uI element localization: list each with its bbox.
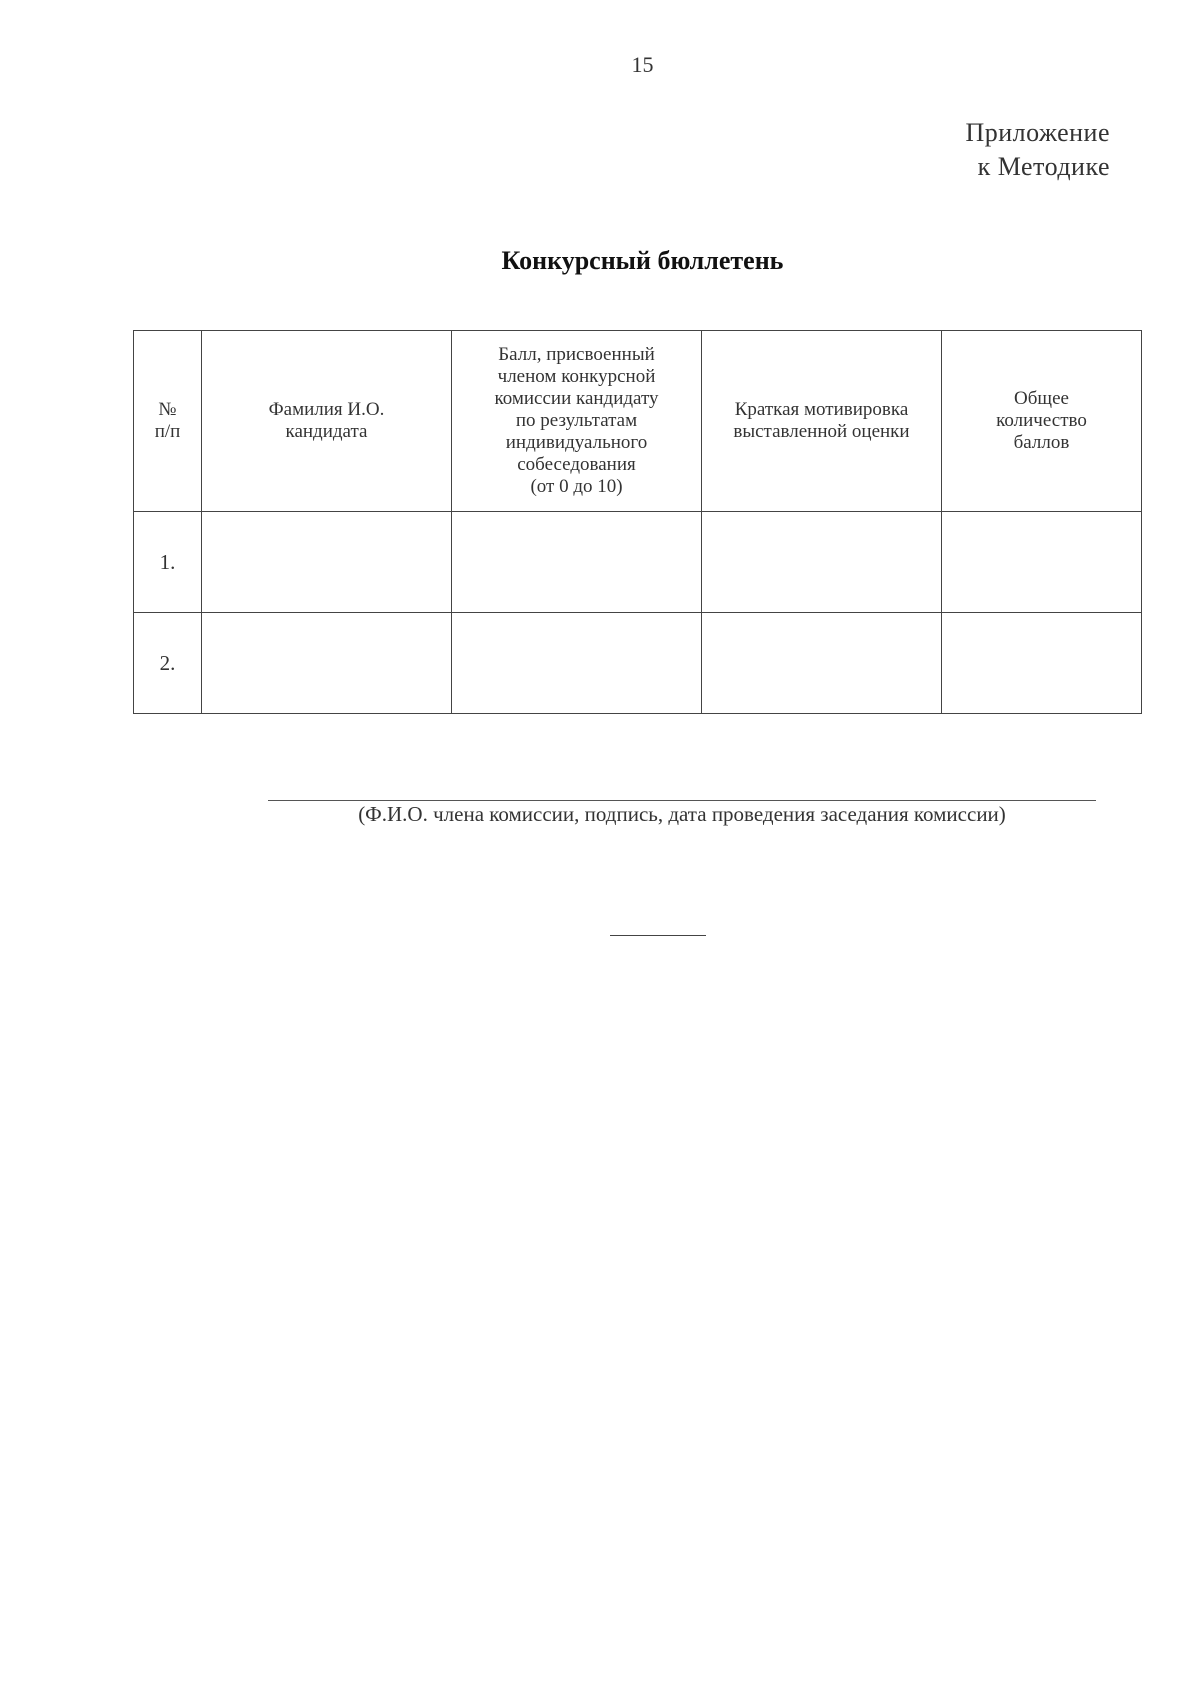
row-score-cell[interactable] <box>452 512 702 613</box>
table-row <box>134 512 1142 613</box>
row-num-cell: 2. <box>134 613 202 714</box>
signature-caption: (Ф.И.О. члена комиссии, подпись, дата проведения заседания комиссии) <box>358 802 1006 826</box>
row-total-cell[interactable] <box>942 512 1142 613</box>
header-name: Фамилия И.О. кандидата <box>202 331 452 512</box>
row-score-cell[interactable] <box>452 613 702 714</box>
ballot-table <box>133 330 1142 714</box>
header-num: № п/п <box>134 331 202 512</box>
end-divider <box>610 935 706 936</box>
table-header-row <box>134 331 1142 512</box>
row-total-cell[interactable] <box>942 613 1142 714</box>
header-total: Общее количество баллов <box>942 331 1142 512</box>
appendix-line-2: к Методике <box>977 152 1110 181</box>
appendix-line-1: Приложение <box>965 118 1110 147</box>
appendix-label <box>965 116 1110 184</box>
page-number: 15 <box>631 52 654 77</box>
header-score: Балл, присвоенный членом конкурсной комиссии кандидату по результатам индивидуального собеседования (от 0 до 10) <box>452 331 702 512</box>
signature-line[interactable] <box>268 800 1096 801</box>
row-name-cell[interactable] <box>202 613 452 714</box>
row-motivation-cell[interactable] <box>702 512 942 613</box>
header-motivation: Краткая мотивировка выставленной оценки <box>702 331 942 512</box>
table-row <box>134 613 1142 714</box>
document-title: Конкурсный бюллетень <box>501 246 784 275</box>
row-name-cell[interactable] <box>202 512 452 613</box>
row-num-cell: 1. <box>134 512 202 613</box>
row-motivation-cell[interactable] <box>702 613 942 714</box>
